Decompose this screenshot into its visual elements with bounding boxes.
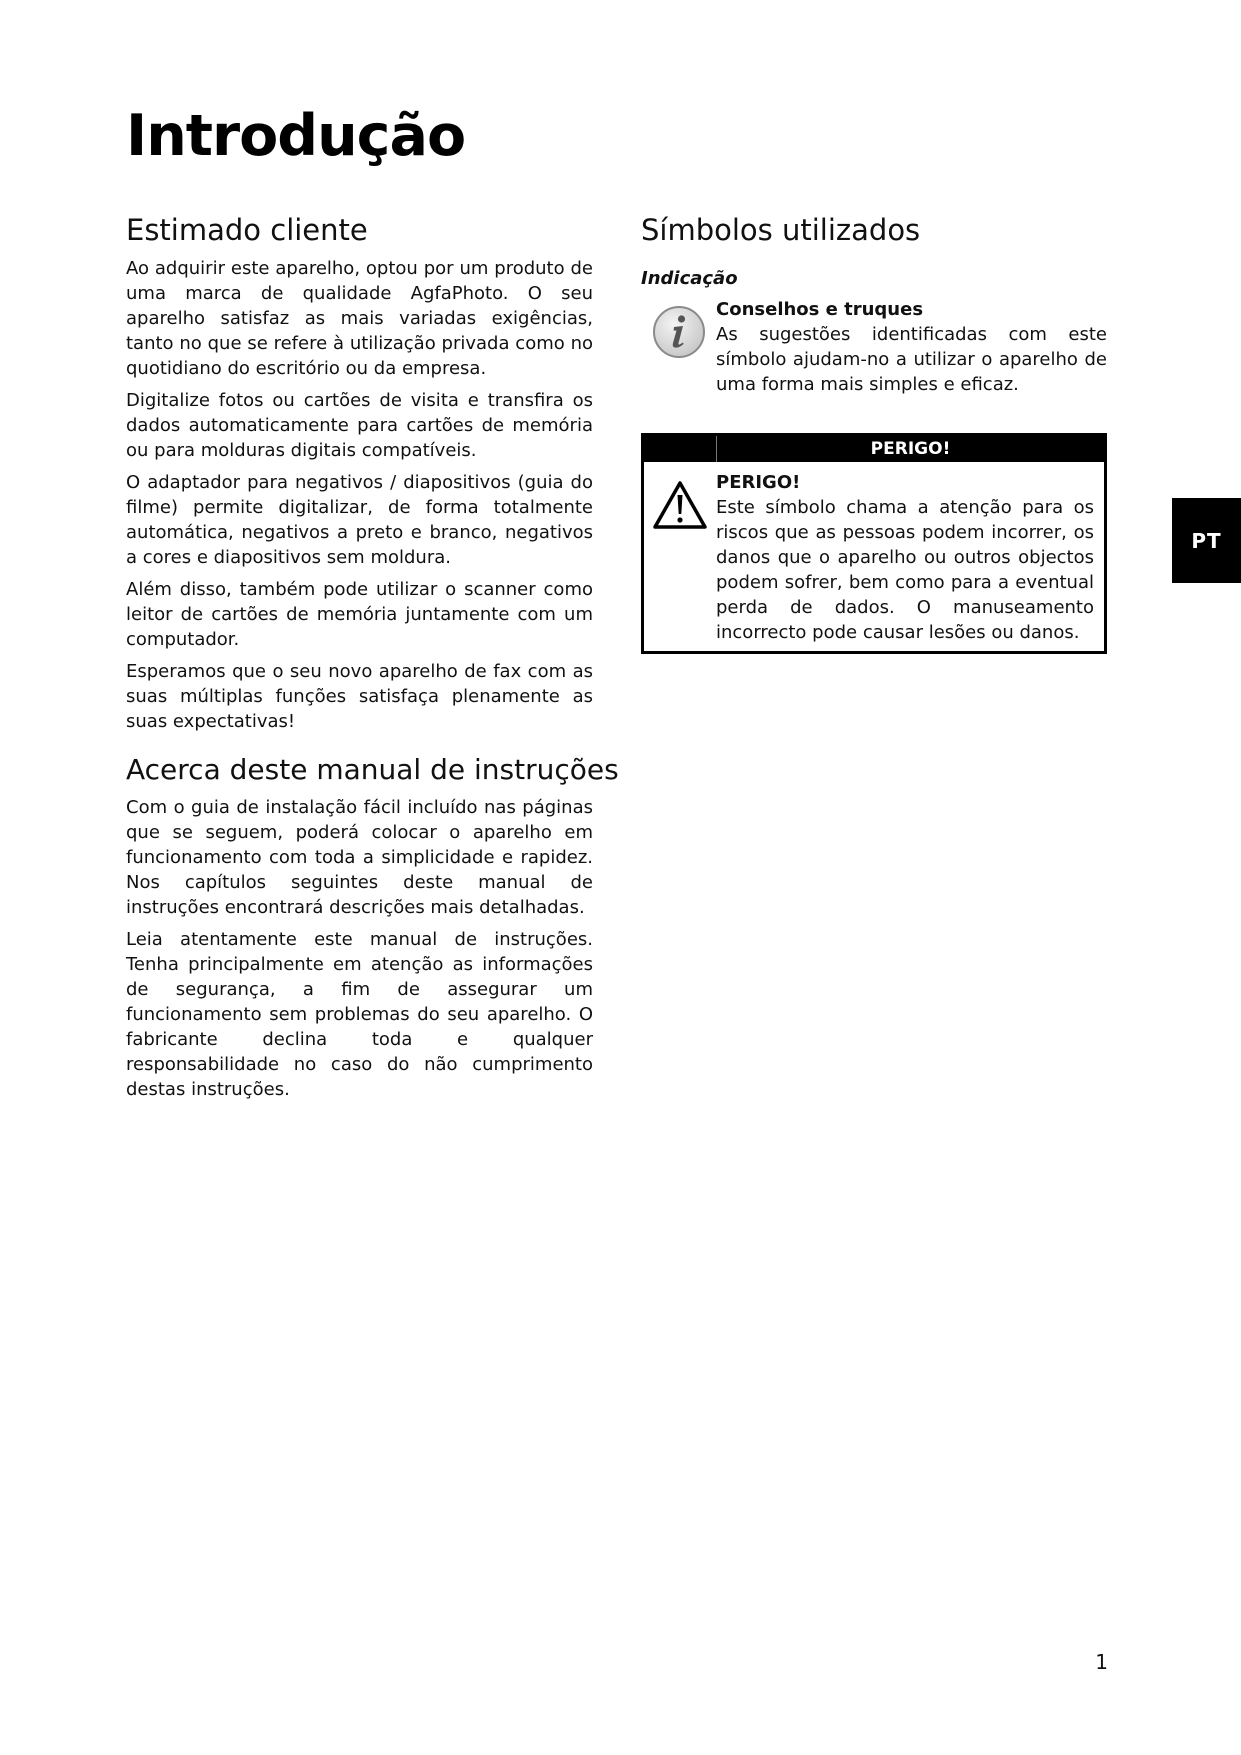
paragraph: Esperamos que o seu novo aparelho de fax com as suas múltiplas funções satisfaça plenamente as suas expectativas!: [126, 661, 593, 733]
danger-header-label: PERIGO!: [870, 439, 951, 460]
hint-title: Conselhos e truques: [716, 299, 924, 321]
danger-text: Este símbolo chama a atenção para os riscos que as pessoas podem incorrer, os danos que o aparelho ou outros objectos podem sofrer, bem como para a eventual perda de dados. O manuseamento incorrecto pode causar lesões ou danos.: [716, 497, 1094, 644]
left-column: [126, 212, 619, 1109]
section-heading-estimado-cliente: Estimado cliente: [126, 213, 368, 247]
danger-title: PERIGO!: [716, 472, 801, 494]
paragraph: Além disso, também pode utilizar o scanner como leitor de cartões de memória juntamente com um computador.: [126, 579, 593, 651]
paragraph: O adaptador para negativos / diapositivos (guia do filme) permite digitalizar, de forma totalmente automática, negativos a preto e branco, negativos a cores e diapositivos sem moldura.: [126, 472, 593, 569]
info-icon: [652, 305, 706, 363]
hint-text: As sugestões identificadas com este símbolo ajudam-no a utilizar o aparelho de uma forma mais simples e eficaz.: [716, 324, 1107, 396]
page-number: 1: [1095, 1650, 1108, 1674]
language-tab: PT: [1172, 498, 1241, 583]
page-title: Introdução: [126, 103, 466, 169]
right-column: [641, 212, 1107, 654]
section-heading-acerca-manual: Acerca deste manual de instruções: [126, 753, 619, 787]
paragraph: Leia atentamente este manual de instruções. Tenha principalmente em atenção as informações de segurança, a fim de assegurar um funcionamento sem problemas do seu aparelho. O fabricante declina toda e qualquer responsabilidade no caso do não cumprimento destas instruções.: [126, 929, 593, 1101]
note-label: Indicação: [641, 268, 738, 290]
danger-header: [644, 436, 1104, 462]
paragraph: Digitalize fotos ou cartões de visita e transfira os dados automaticamente para cartões de memória ou para molduras digitais compatíveis.: [126, 390, 593, 462]
paragraph: Ao adquirir este aparelho, optou por um produto de uma marca de qualidade AgfaPhoto. O seu aparelho satisfaz as mais variadas exigências, tanto no que se refere à utilização privada como no quotidiano do escritório ou da empresa.: [126, 258, 593, 380]
warning-triangle-icon: [652, 480, 708, 645]
hint-block: [641, 297, 1107, 397]
paragraph: Com o guia de instalação fácil incluído nas páginas que se seguem, poderá colocar o aparelho em funcionamento com toda a simplicidade e rapidez. Nos capítulos seguintes deste manual de instruções encontrará descrições mais detalhadas.: [126, 797, 593, 919]
section-heading-simbolos: Símbolos utilizados: [641, 213, 921, 247]
danger-box: [641, 433, 1107, 654]
